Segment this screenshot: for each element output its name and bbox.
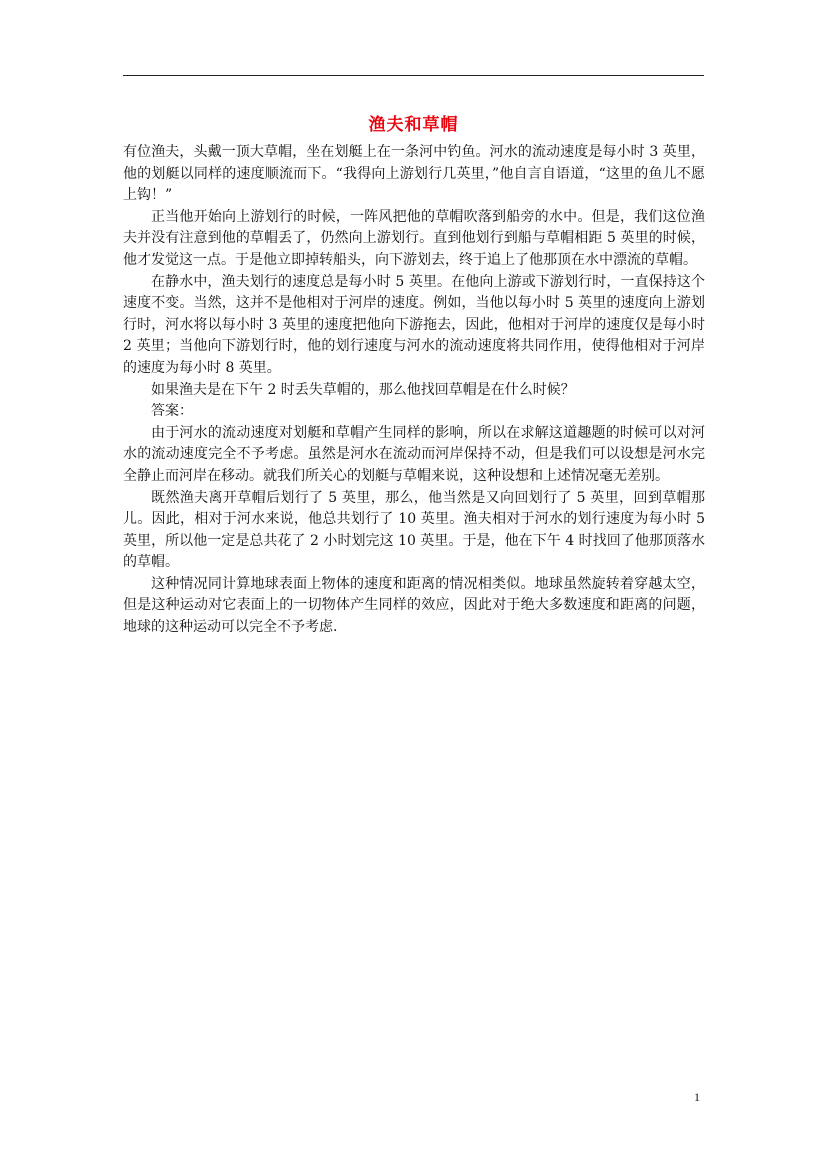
paragraph-answer-label: 答案： [151,403,193,420]
paragraph-answer-calculation: 既然渔夫离开草帽后划行了 5 英里，那么，他当然是又向回划行了 5 英里，回到草帽那儿。因此，相对于河水来说，他总共划行了 10 英里。渔夫相对于河水的划行速度为每小时 5 英里，所以他一定是总共花了 2 小时划完这 10 英里。于是，他在下午 4 时找回了他那顶落水的草帽。 [123,489,705,571]
paragraph-earth-analogy: 这种情况同计算地球表面上物体的速度和距离的情况相类似。地球虽然旋转着穿越太空，但是这种运动对它表面上的一切物体产生同样的效应，因此对于绝大多数速度和距离的问题，地球的这种运动可以完全不予考虑. [123,575,705,636]
header-rule [123,75,704,76]
paragraph-question: 如果渔夫是在下午 2 时丢失草帽的，那么他找回草帽是在什么时候？ [151,381,575,398]
paragraph-answer-reasoning: 由于河水的流动速度对划艇和草帽产生同样的影响，所以在求解这道趣题的时候可以对河水的流动速度完全不予考虑。虽然是河水在流动而河岸保持不动，但是我们可以设想是河水完全静止而河岸在移动。就我们所关心的划艇与草帽来说，这种设想和上述情况毫无差别。 [123,424,705,484]
page-number: 1 [694,1090,700,1104]
paragraph-rowing-speed: 在静水中，渔夫划行的速度总是每小时 5 英里。在他向上游或下游划行时，一直保持这个速度不变。当然，这并不是他相对于河岸的速度。例如，当他以每小时 5 英里的速度向上游划行时，河水将以每小时 3 英里的速度把他向下游拖去，因此，他相对于河岸的速度仅是每小时 2 英里；当他向下游划行时，他的划行速度与河水的流动速度将共同作用，使得他相对于河岸的速度为每小时 8 英里。 [123,273,705,376]
document-title: 渔夫和草帽 [368,115,459,135]
paragraph-hat-falls: 正当他开始向上游划行的时候，一阵风把他的草帽吹落到船旁的水中。但是，我们这位渔夫并没有注意到他的草帽丢了，仍然向上游划行。直到他划行到船与草帽相距 5 英里的时候，他才发觉这一点。于是他立即掉转船头，向下游划去，终于追上了他那顶在水中漂流的草帽。 [123,208,705,268]
document-body [123,142,705,639]
paragraph-intro: 有位渔夫，头戴一顶大草帽，坐在划艇上在一条河中钓鱼。河水的流动速度是每小时 3 英里，他的划艇以同样的速度顺流而下。“我得向上游划行几英里，”他自言自语道，“这里的鱼儿不愿上钩！” [123,144,705,204]
